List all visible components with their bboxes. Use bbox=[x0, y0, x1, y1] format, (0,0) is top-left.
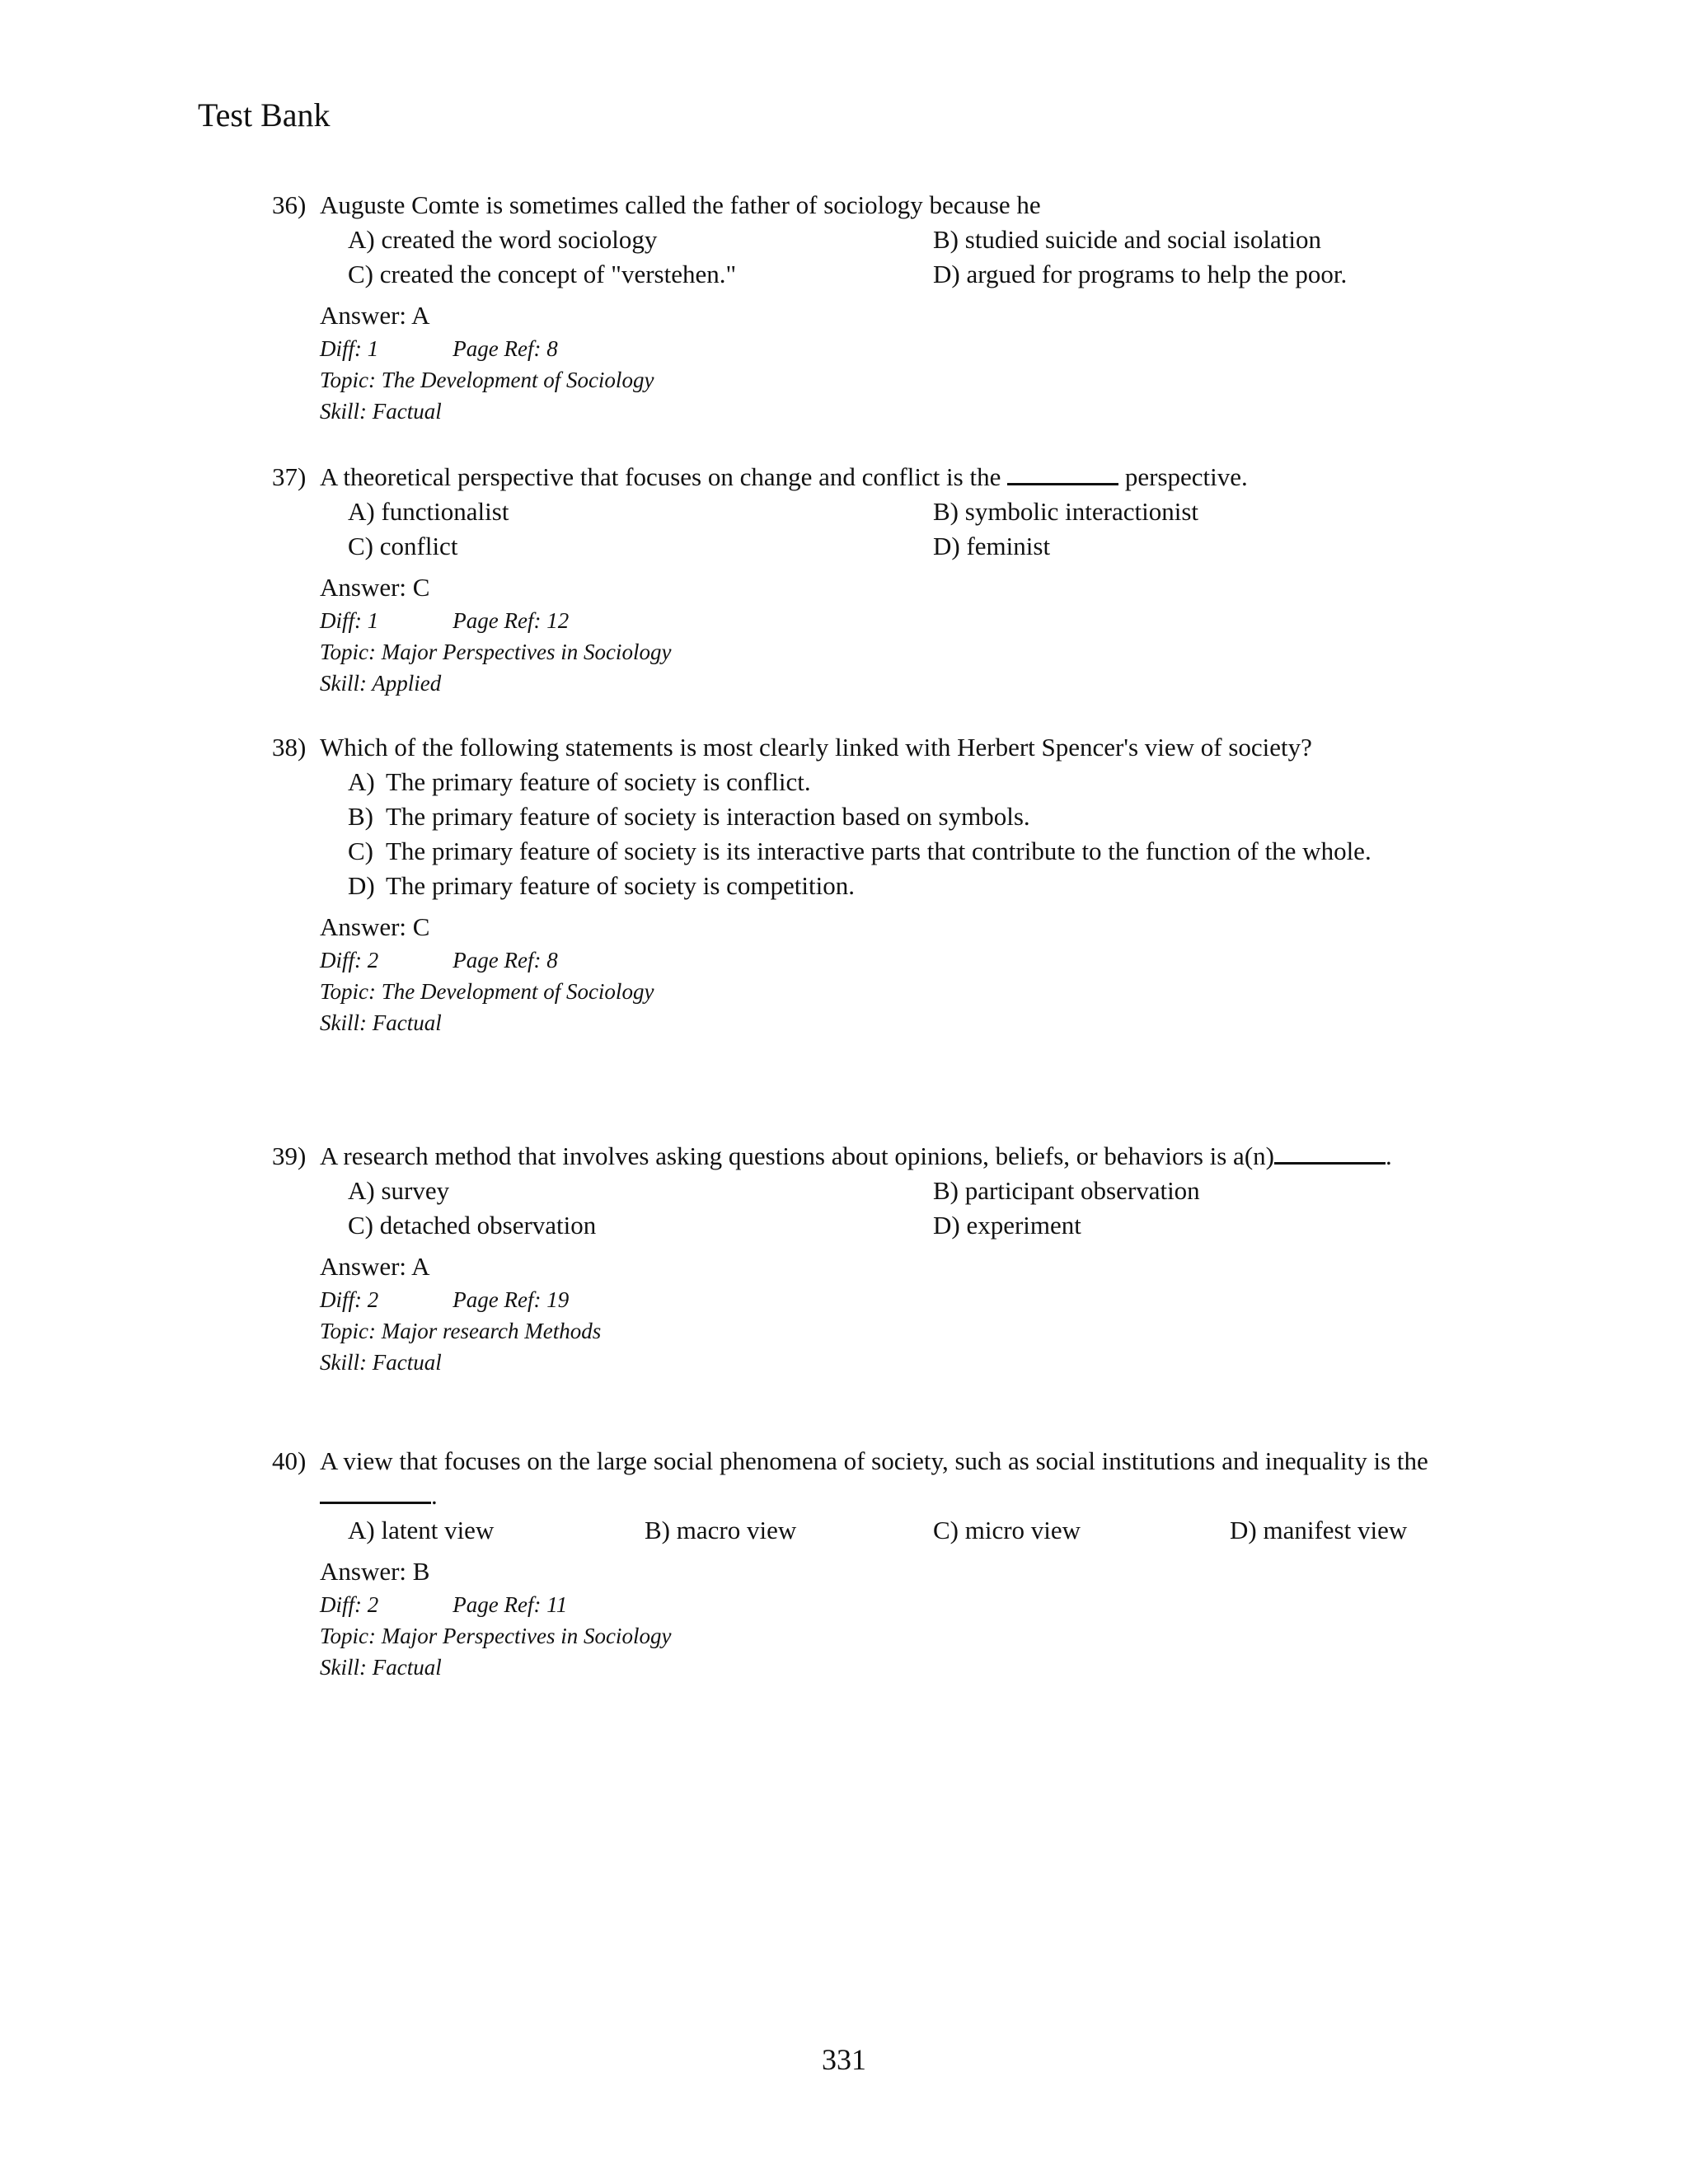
page-ref: Page Ref: 19 bbox=[452, 1287, 570, 1312]
page-ref: Page Ref: 8 bbox=[452, 336, 558, 361]
difficulty-line bbox=[320, 944, 1442, 976]
option-letter: D) bbox=[348, 871, 375, 900]
answer-key: Answer: A bbox=[320, 1252, 430, 1281]
difficulty-line bbox=[320, 1589, 1442, 1620]
skill: Skill: Applied bbox=[320, 671, 442, 696]
question-text-before: A theoretical perspective that focuses on change and conflict is the bbox=[320, 462, 1008, 491]
question-number: 36) bbox=[272, 190, 307, 219]
option-text: The primary feature of society is conflict. bbox=[386, 767, 811, 796]
question-number: 38) bbox=[272, 733, 307, 762]
question-text-after: perspective. bbox=[1118, 462, 1248, 491]
difficulty: Diff: 2 bbox=[320, 1592, 379, 1617]
difficulty: Diff: 2 bbox=[320, 948, 379, 972]
page-number: 331 bbox=[822, 2043, 866, 2076]
option-b: B) studied suicide and social isolation bbox=[933, 225, 1321, 254]
answer-key: Answer: A bbox=[320, 301, 430, 330]
option-a: A) created the word sociology bbox=[348, 225, 658, 254]
topic: Topic: Major Perspectives in Sociology bbox=[320, 640, 672, 664]
option-d: D) experiment bbox=[933, 1211, 1081, 1240]
option-d: D) manifest view bbox=[1230, 1516, 1408, 1544]
page-ref: Page Ref: 8 bbox=[452, 948, 558, 972]
skill: Skill: Factual bbox=[320, 1655, 442, 1680]
difficulty: Diff: 1 bbox=[320, 608, 379, 633]
option-text: The primary feature of society is competition. bbox=[386, 871, 856, 900]
option-letter: B) bbox=[348, 802, 373, 831]
question-text-after: . bbox=[431, 1481, 438, 1510]
option-text: The primary feature of society is interaction based on symbols. bbox=[386, 802, 1030, 831]
difficulty: Diff: 2 bbox=[320, 1287, 379, 1312]
answer-options bbox=[348, 1174, 1442, 1243]
option-c: C) created the concept of "verstehen." bbox=[348, 260, 737, 288]
question-stem bbox=[272, 730, 1442, 765]
fill-in-blank bbox=[1274, 1141, 1386, 1165]
topic: Topic: Major research Methods bbox=[320, 1319, 602, 1343]
question-36 bbox=[272, 188, 1442, 427]
option-c: C) detached observation bbox=[348, 1211, 597, 1240]
option-b: B) participant observation bbox=[933, 1176, 1200, 1205]
question-text: Auguste Comte is sometimes called the father of sociology because he bbox=[320, 190, 1041, 219]
option-d: D) feminist bbox=[933, 532, 1051, 560]
topic: Topic: Major Perspectives in Sociology bbox=[320, 1624, 672, 1648]
answer-options bbox=[348, 1513, 1442, 1548]
option-d bbox=[348, 869, 1442, 903]
option-c: C) micro view bbox=[933, 1516, 1081, 1544]
answer-options bbox=[348, 223, 1442, 292]
option-a: A) latent view bbox=[348, 1516, 495, 1544]
question-text: Which of the following statements is most clearly linked with Herbert Spencer's view of society? bbox=[320, 733, 1312, 762]
fill-in-blank bbox=[320, 1480, 431, 1504]
answer-options bbox=[348, 765, 1442, 903]
topic: Topic: The Development of Sociology bbox=[320, 979, 654, 1004]
page-ref: Page Ref: 12 bbox=[452, 608, 570, 633]
skill: Skill: Factual bbox=[320, 1010, 442, 1035]
difficulty-line bbox=[320, 1284, 1442, 1315]
question-stem bbox=[272, 188, 1442, 223]
question-number: 40) bbox=[272, 1446, 307, 1475]
option-text: The primary feature of society is its interactive parts that contribute to the function of the whole. bbox=[386, 837, 1372, 865]
question-stem bbox=[272, 460, 1442, 494]
question-39 bbox=[272, 1139, 1442, 1378]
option-a: A) survey bbox=[348, 1176, 450, 1205]
question-38 bbox=[272, 730, 1442, 1038]
question-text-after: . bbox=[1385, 1141, 1392, 1170]
difficulty-line bbox=[320, 605, 1442, 636]
answer-key: Answer: B bbox=[320, 1557, 430, 1586]
difficulty-line bbox=[320, 333, 1442, 364]
option-b: B) symbolic interactionist bbox=[933, 497, 1199, 526]
option-letter: C) bbox=[348, 837, 373, 865]
page-header: Test Bank bbox=[198, 96, 331, 134]
option-letter: A) bbox=[348, 767, 375, 796]
question-37 bbox=[272, 460, 1442, 699]
answer-key: Answer: C bbox=[320, 912, 430, 941]
option-c bbox=[348, 834, 1442, 869]
difficulty: Diff: 1 bbox=[320, 336, 379, 361]
question-stem bbox=[272, 1444, 1442, 1513]
option-a bbox=[348, 765, 1442, 799]
page-ref: Page Ref: 11 bbox=[452, 1592, 568, 1617]
option-b bbox=[348, 799, 1442, 834]
fill-in-blank bbox=[1007, 462, 1118, 485]
answer-options bbox=[348, 494, 1442, 564]
skill: Skill: Factual bbox=[320, 399, 442, 424]
question-number: 37) bbox=[272, 462, 307, 491]
option-c: C) conflict bbox=[348, 532, 458, 560]
question-40 bbox=[272, 1444, 1442, 1683]
topic: Topic: The Development of Sociology bbox=[320, 368, 654, 392]
answer-key: Answer: C bbox=[320, 573, 430, 602]
question-stem bbox=[272, 1139, 1442, 1174]
question-text-before: A research method that involves asking questions about opinions, beliefs, or behaviors is a(n) bbox=[320, 1141, 1274, 1170]
skill: Skill: Factual bbox=[320, 1350, 442, 1375]
question-text-before: A view that focuses on the large social phenomena of society, such as social institutions and inequality is the bbox=[320, 1446, 1428, 1475]
option-d: D) argued for programs to help the poor. bbox=[933, 260, 1348, 288]
option-a: A) functionalist bbox=[348, 497, 509, 526]
option-b: B) macro view bbox=[645, 1516, 797, 1544]
question-number: 39) bbox=[272, 1141, 307, 1170]
